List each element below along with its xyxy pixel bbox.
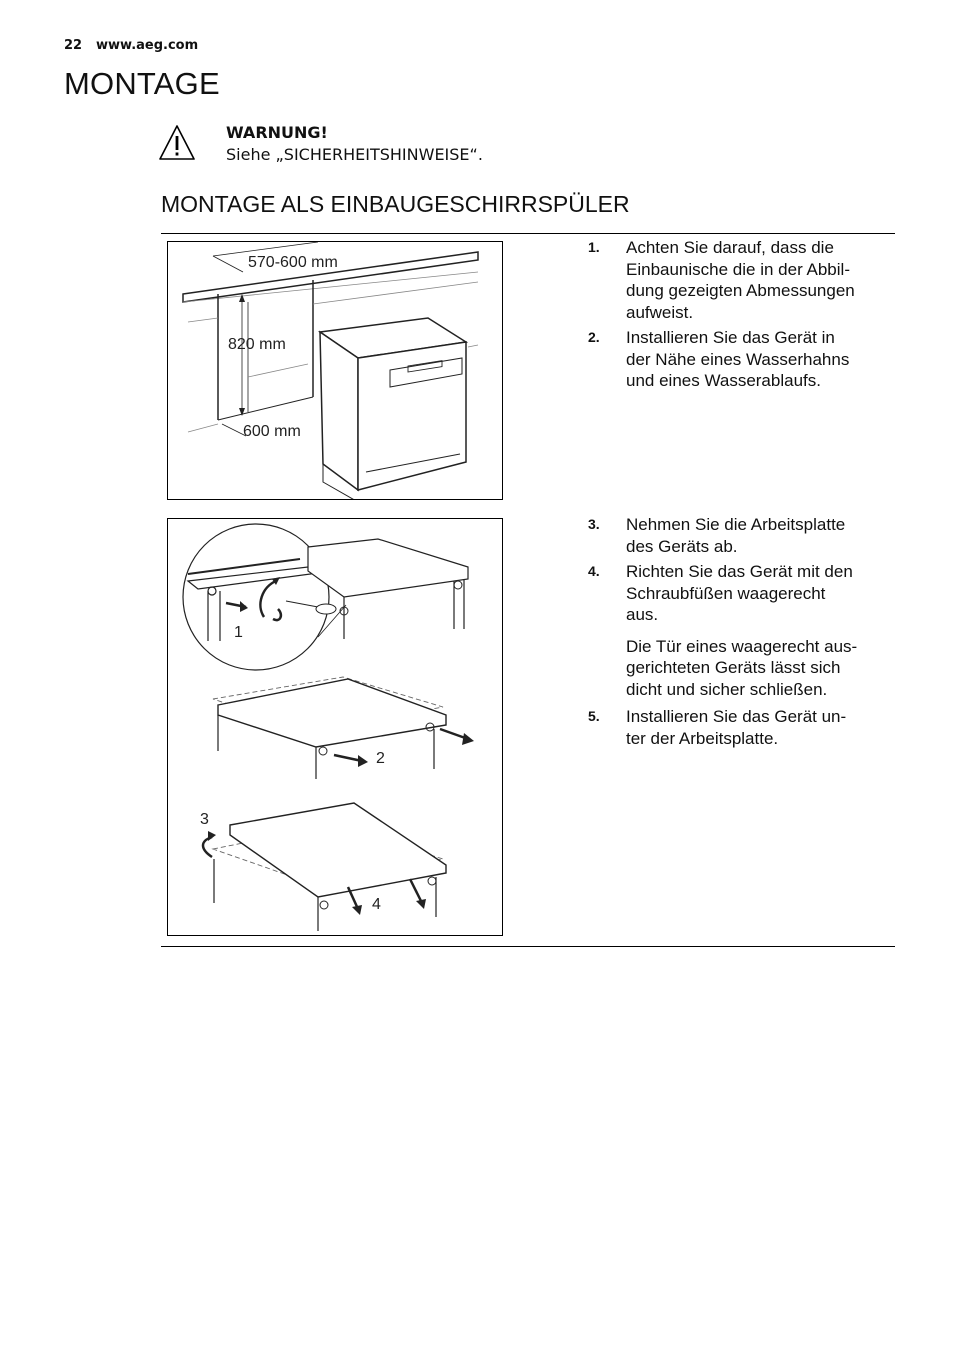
step-number: 3.	[588, 516, 600, 532]
step-line: Achten Sie darauf, dass die	[626, 238, 834, 257]
step-line: ter der Arbeitsplatte.	[626, 728, 779, 748]
step-line: der Nähe eines Wasserhahns	[626, 349, 850, 369]
step-5	[588, 706, 888, 749]
step-number: 1.	[588, 239, 600, 255]
step-line: aus.	[626, 605, 659, 624]
niche-dimensions-illustration	[168, 242, 502, 499]
step-1	[588, 237, 888, 323]
steps-list-b	[588, 514, 888, 753]
page-title: MONTAGE	[64, 66, 220, 101]
dimension-height-label: 820 mm	[228, 336, 286, 353]
warning-text: Siehe „SICHERHEITSHINWEISE“.	[226, 145, 483, 164]
dimension-depth-label: 600 mm	[243, 423, 301, 440]
page-number: 22	[64, 38, 83, 53]
step-line: des Geräts ab.	[626, 536, 738, 556]
step-line: dung gezeigten Abmessungen	[626, 281, 855, 300]
step-4-note	[588, 636, 888, 701]
step-line: und eines Wasserablaufs.	[626, 371, 821, 390]
step-4	[588, 561, 888, 626]
step-number: 2.	[588, 329, 600, 345]
step-number: 4.	[588, 563, 600, 579]
section-title: MONTAGE ALS EINBAUGESCHIRRSPÜLER	[161, 191, 630, 217]
step-label-1: 1	[234, 624, 243, 641]
step-label-3: 3	[200, 811, 209, 828]
step-line: Nehmen Sie die Arbeitsplatte	[626, 515, 846, 534]
step-line: Richten Sie das Gerät mit den	[626, 562, 853, 581]
note-line: gerichteten Geräts lässt sich	[626, 658, 841, 677]
note-line: dicht und sicher schließen.	[626, 679, 828, 699]
step-3	[588, 514, 888, 557]
step-line: Einbaunische die in der Abbil-	[626, 259, 850, 279]
step-line: Schraubfüßen waagerecht	[626, 583, 826, 603]
section-bottom-rule	[161, 946, 895, 947]
steps-list-a	[588, 237, 888, 396]
worktop-leveling-illustration	[168, 519, 502, 935]
step-number: 5.	[588, 708, 600, 724]
dimension-width-label: 570-600 mm	[248, 254, 338, 271]
step-label-2: 2	[376, 750, 385, 767]
note-line: Die Tür eines waagerecht aus-	[626, 636, 858, 656]
step-line: aufweist.	[626, 302, 694, 322]
step-2	[588, 327, 888, 392]
niche-dimensions-figure	[167, 241, 503, 500]
step-label-4: 4	[372, 896, 381, 913]
website-url: www.aeg.com	[96, 38, 199, 53]
step-line: Installieren Sie das Gerät in	[626, 328, 835, 347]
step-line: Installieren Sie das Gerät un-	[626, 707, 847, 726]
warning-triangle-icon	[158, 124, 196, 162]
section-top-rule	[161, 233, 895, 234]
worktop-leveling-figure	[167, 518, 503, 936]
warning-title: WARNUNG!	[226, 123, 328, 142]
